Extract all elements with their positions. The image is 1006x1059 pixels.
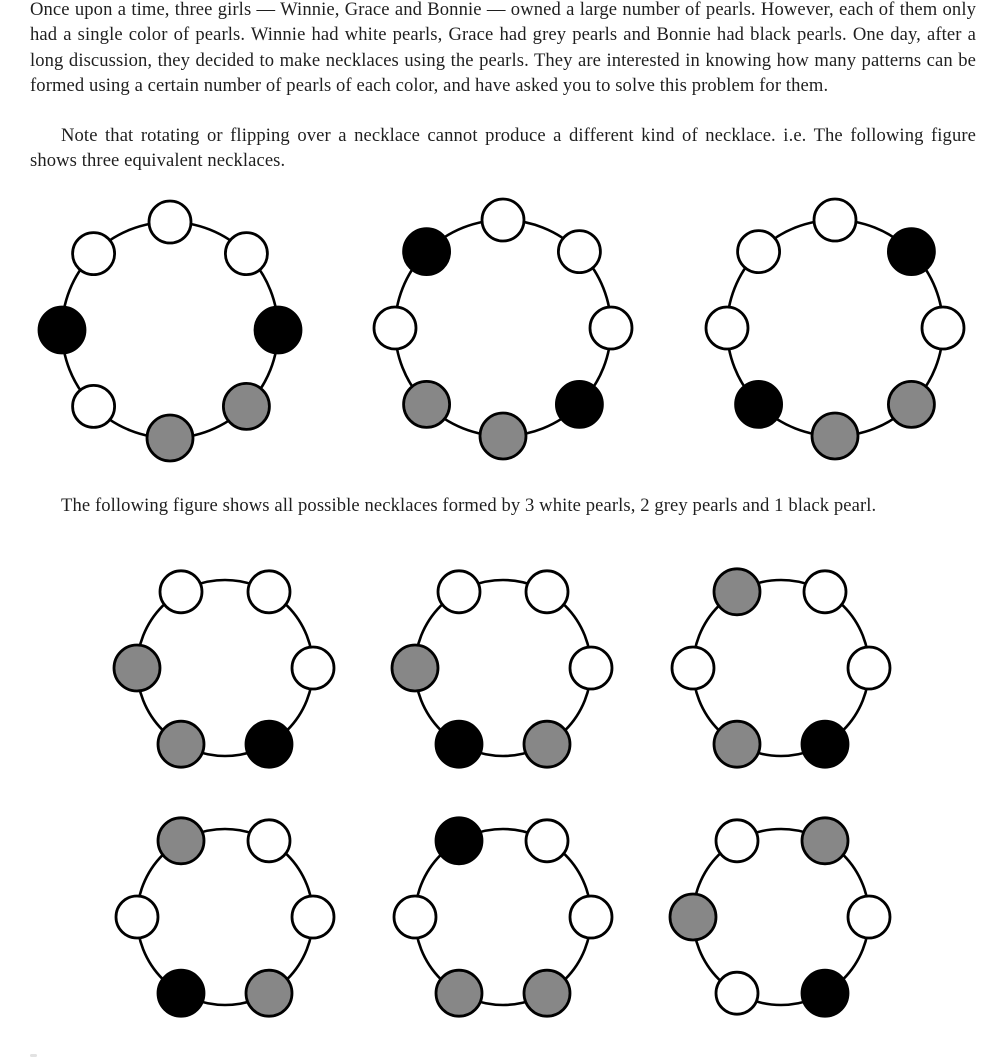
figure-three-equivalent-necklaces bbox=[39, 199, 964, 461]
white-pearl bbox=[558, 231, 600, 273]
grey-pearl bbox=[802, 818, 848, 864]
black-pearl bbox=[888, 229, 934, 275]
grey-pearl bbox=[392, 645, 438, 691]
necklace bbox=[374, 199, 632, 459]
black-pearl bbox=[436, 721, 482, 767]
black-pearl bbox=[736, 381, 782, 427]
grey-pearl bbox=[524, 721, 570, 767]
white-pearl bbox=[73, 233, 115, 275]
white-pearl bbox=[848, 896, 890, 938]
white-pearl bbox=[526, 571, 568, 613]
necklace bbox=[394, 818, 612, 1016]
white-pearl bbox=[672, 647, 714, 689]
black-pearl bbox=[39, 307, 85, 353]
black-pearl bbox=[556, 381, 602, 427]
white-pearl bbox=[570, 896, 612, 938]
figure-all-possible-necklaces-3w-2g-1b bbox=[114, 569, 890, 1016]
necklace bbox=[39, 201, 301, 461]
grey-pearl bbox=[147, 415, 193, 461]
white-pearl bbox=[225, 233, 267, 275]
white-pearl bbox=[848, 647, 890, 689]
grey-pearl bbox=[812, 413, 858, 459]
grey-pearl bbox=[436, 970, 482, 1016]
black-pearl bbox=[246, 721, 292, 767]
paragraph-example: The following figure shows all possible necklaces formed by 3 white pearls, 2 grey pearls and 1 black pearl. bbox=[61, 495, 877, 516]
white-pearl bbox=[248, 571, 290, 613]
white-pearl bbox=[706, 307, 748, 349]
white-pearl bbox=[804, 571, 846, 613]
white-pearl bbox=[590, 307, 632, 349]
grey-pearl bbox=[246, 970, 292, 1016]
black-pearl bbox=[436, 818, 482, 864]
grey-pearl bbox=[223, 383, 269, 429]
grey-pearl bbox=[714, 721, 760, 767]
black-pearl bbox=[802, 970, 848, 1016]
white-pearl bbox=[738, 231, 780, 273]
black-pearl bbox=[158, 970, 204, 1016]
white-pearl bbox=[116, 896, 158, 938]
white-pearl bbox=[922, 307, 964, 349]
paragraph-note: Note that rotating or flipping over a necklace cannot produce a different kind of necklace. i.e. The following figure shows three equivalent necklaces. bbox=[30, 125, 976, 172]
grey-pearl bbox=[114, 645, 160, 691]
black-pearl bbox=[255, 307, 301, 353]
white-pearl bbox=[292, 896, 334, 938]
necklace bbox=[114, 571, 334, 767]
white-pearl bbox=[292, 647, 334, 689]
black-pearl bbox=[404, 229, 450, 275]
necklace bbox=[672, 569, 890, 767]
white-pearl bbox=[438, 571, 480, 613]
white-pearl bbox=[394, 896, 436, 938]
white-pearl bbox=[374, 307, 416, 349]
white-pearl bbox=[248, 820, 290, 862]
black-pearl bbox=[802, 721, 848, 767]
white-pearl bbox=[814, 199, 856, 241]
white-pearl bbox=[73, 385, 115, 427]
grey-pearl bbox=[888, 381, 934, 427]
grey-pearl bbox=[524, 970, 570, 1016]
necklace bbox=[392, 571, 612, 767]
white-pearl bbox=[160, 571, 202, 613]
page-edge-artifact bbox=[30, 1054, 37, 1057]
grey-pearl bbox=[714, 569, 760, 615]
white-pearl bbox=[570, 647, 612, 689]
white-pearl bbox=[716, 972, 758, 1014]
grey-pearl bbox=[480, 413, 526, 459]
paragraph-intro: Once upon a time, three girls — Winnie, Grace and Bonnie — owned a large number of pearls. However, each of them only had a single color of pearls. Winnie had white pearls, Grace had grey pearls and Bonnie had black pearls. One day, after a long discussion, they decided to make necklaces using the pearls. They are interested in knowing how many patterns can be formed using a certain number of pearls of each color, and have asked you to solve this problem for them. bbox=[30, 0, 976, 97]
necklace bbox=[116, 818, 334, 1016]
grey-pearl bbox=[158, 721, 204, 767]
white-pearl bbox=[526, 820, 568, 862]
grey-pearl bbox=[404, 381, 450, 427]
necklace bbox=[670, 818, 890, 1016]
necklace bbox=[706, 199, 964, 459]
white-pearl bbox=[482, 199, 524, 241]
grey-pearl bbox=[158, 818, 204, 864]
white-pearl bbox=[716, 820, 758, 862]
white-pearl bbox=[149, 201, 191, 243]
grey-pearl bbox=[670, 894, 716, 940]
